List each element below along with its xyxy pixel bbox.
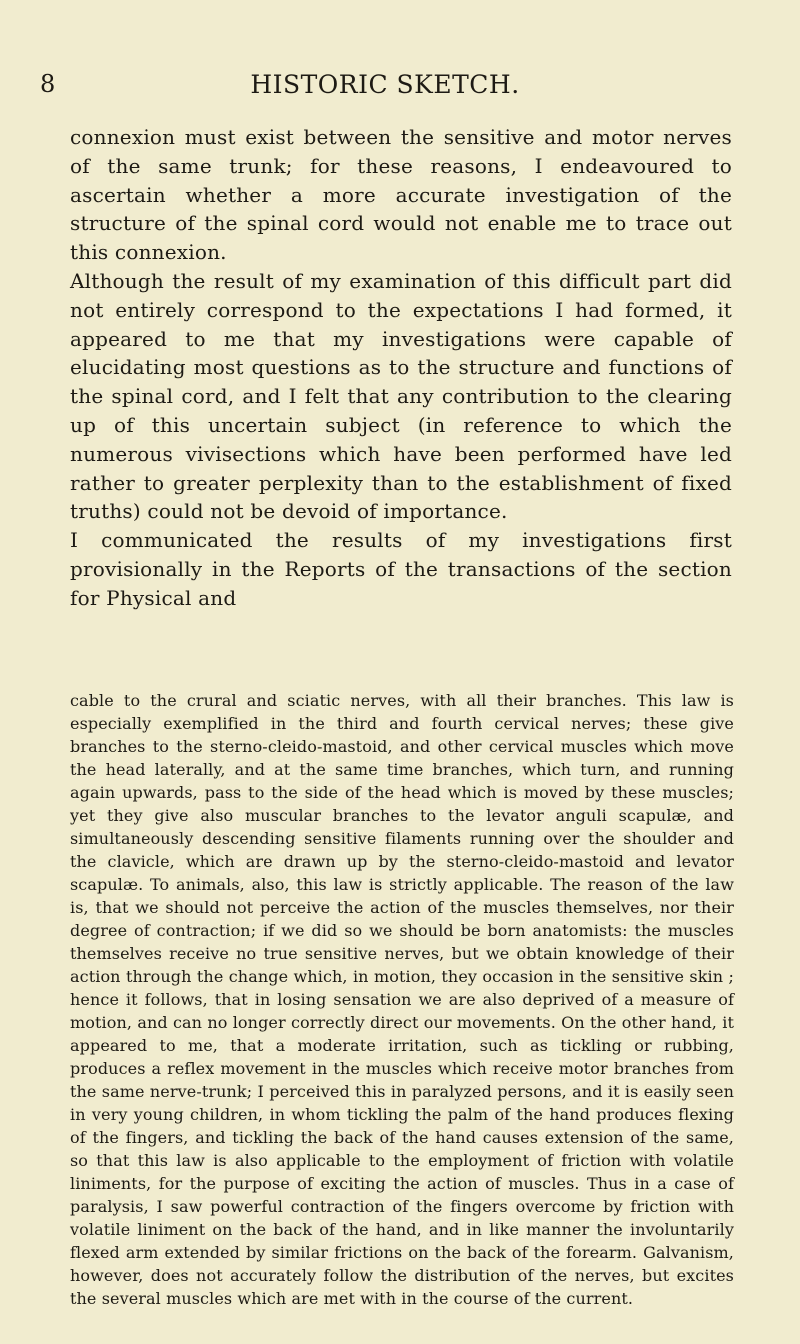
- running-title: HISTORIC SKETCH.: [250, 70, 520, 99]
- main-text: [70, 123, 732, 613]
- page-number: 8: [40, 70, 56, 98]
- main-paragraph: I communicated the results of my investigations first provisionally in the Reports of the transactions of the section for Physical and: [70, 528, 732, 610]
- running-head: [40, 70, 730, 104]
- footnote-paragraph: cable to the crural and sciatic nerves, with all their branches. This law is especially exemplified in the third and fourth cervical nerves; these give branches to the sterno-cleido-mastoid, and other cervical muscles which move the head laterally, and at the same time branches, which turn, and running again upwards, pass to the side of the head which is moved by these muscles; yet they give also muscular branches to the levator anguli scapulæ, and simultaneously descending sensitive filaments running over the shoulder and the clavicle, which are drawn up by the sterno-cleido-mastoid and levator scapulæ. To animals, also, this law is strictly applicable. The reason of the law is, that we should not perceive the action of the muscles themselves, nor their degree of contraction; if we did so we should be born anatomists: the muscles themselves receive no true sensitive nerves, but we obtain knowledge of their action through the change which, in motion, they occasion in the sensitive skin ; hence it follows, that in losing sensation we are also deprived of a measure of motion, and can no longer correctly direct our movements. On the other hand, it appeared to me, that a moderate irritation, such as tickling or rubbing, produces a reflex movement in the muscles which receive motor branches from the same nerve-trunk; I perceived this in paralyzed persons, and it is easily seen in very young children, in whom tickling the palm of the hand produces flexing of the fingers, and tickling the back of the hand causes extension of the same, so that this law is also applicable to the employment of friction with volatile liniments, for the purpose of exciting the action of muscles. Thus in a case of paralysis, I saw powerful contraction of the fingers overcome by friction with volatile liniment on the back of the hand, and in like manner the involuntarily flexed arm extended by similar frictions on the back of the forearm. Galvanism, however, does not accurately follow the distribution of the nerves, but excites the several muscles which are met with in the course of the current.: [70, 691, 734, 1308]
- main-paragraph: Although the result of my examination of this difficult part did not entirely correspond to the expectations I had formed, it appeared to me that my investigations were capable of elucidating most questions as to the structure and functions of the spinal cord, and I felt that any contribution to the clearing up of this uncertain subject (in reference to which the numerous vivisections which have been performed have led rather to greater perplexity than to the establishment of fixed truths) could not be devoid of importance.: [70, 268, 732, 524]
- footnote-text: [70, 689, 734, 1310]
- main-paragraph: connexion must exist between the sensitive and motor nerves of the same trunk; for these reasons, I endeavoured to ascertain whether a more accurate investigation of the structure of the spinal cord would not enable me to trace out this connexion.: [70, 125, 732, 265]
